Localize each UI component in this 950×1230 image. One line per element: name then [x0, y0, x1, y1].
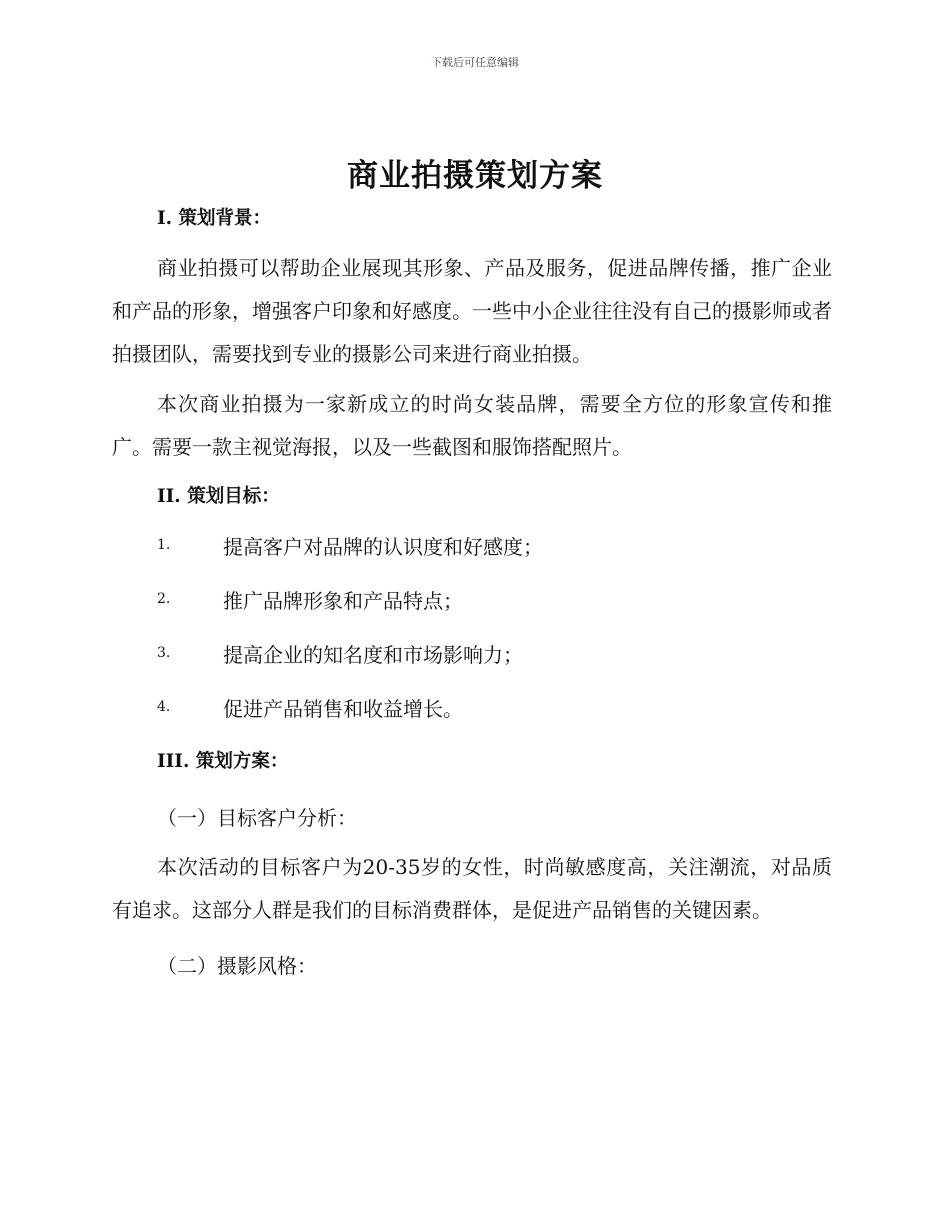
subheading-target-customers: （一）目标客户分析： [157, 806, 357, 830]
paragraph-target-customers: 本次活动的目标客户为20-35岁的女性，时尚敏感度高，关注潮流，对品质有追求。这部分人群是我们的目标消费群体，是促进产品销售的关键因素。 [112, 855, 832, 922]
list-item [112, 518, 832, 572]
list-item-text: 促进产品销售和收益增长。 [223, 696, 463, 721]
section-heading-background: I. 策划背景： [157, 208, 272, 229]
subheading-photo-style: （二）摄影风格： [157, 954, 317, 978]
section-heading-goals: II. 策划目标： [157, 486, 280, 507]
document-title: 商业拍摄策划方案 [347, 158, 603, 194]
list-item [112, 626, 832, 680]
list-item-number: 1. [157, 537, 171, 553]
paragraph-background-2: 本次商业拍摄为一家新成立的时尚女装品牌，需要全方位的形象宣传和推广。需要一款主视觉海报，以及一些截图和服饰搭配照片。 [112, 392, 832, 459]
section-heading-plan: III. 策划方案： [157, 751, 289, 772]
page-header: 下载后可任意编辑 [431, 56, 519, 69]
list-item-number: 3. [157, 645, 171, 661]
paragraph-background-1: 商业拍摄可以帮助企业展现其形象、产品及服务，促进品牌传播，推广企业和产品的形象，增强客户印象和好感度。一些中小企业往往没有自己的摄影师或者拍摄团队，需要找到专业的摄影公司来进行商业拍摄。 [112, 256, 832, 366]
document-body [112, 198, 832, 1000]
list-item-number: 4. [157, 699, 171, 715]
list-item-text: 提高企业的知名度和市场影响力； [223, 642, 523, 667]
list-item [112, 572, 832, 626]
list-item [112, 680, 832, 734]
goals-list [112, 518, 832, 734]
list-item-text: 提高客户对品牌的认识度和好感度； [223, 534, 543, 559]
list-item-number: 2. [157, 591, 171, 607]
list-item-text: 推广品牌形象和产品特点； [223, 588, 463, 613]
